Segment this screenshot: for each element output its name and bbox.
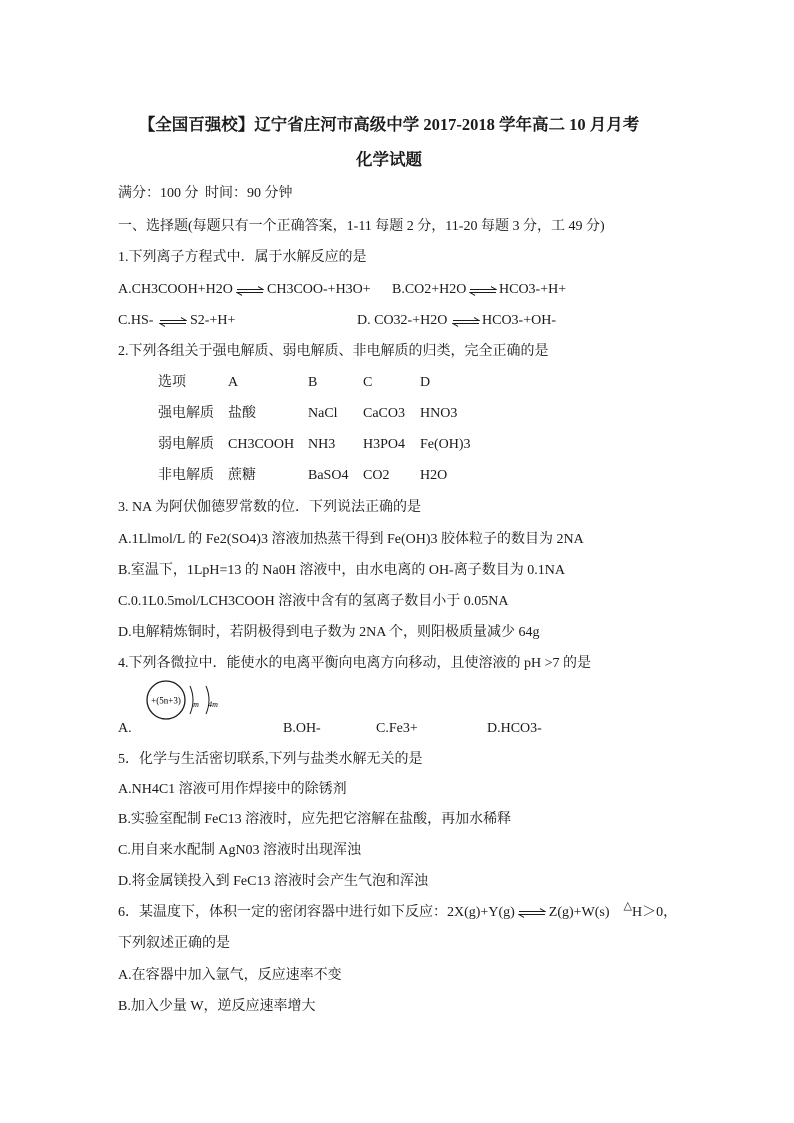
q6-stem-continued: 下列叙述正确的是 <box>118 936 230 951</box>
table-header-cell: D <box>420 375 431 390</box>
q3-stem: 3. NA 为阿伏伽德罗常数的位．下列说法正确的是 <box>118 500 421 515</box>
q6-option-b: B.加入少量 W，逆反应速率增大 <box>118 999 316 1014</box>
q5-option-b: B.实验室配制 FeC13 溶液时，应先把它溶解在盐酸，再加水稀释 <box>118 812 512 827</box>
q4-stem: 4.下列各微拉中．能使水的电离平衡向电离方向移动，且使溶液的 pH >7 的是 <box>118 656 592 671</box>
exam-subtitle: 化学试题 <box>356 150 422 169</box>
q5-option-c: C.用自来水配制 AgN03 溶液时出现浑浊 <box>118 843 362 858</box>
reversible-arrow-icon <box>469 286 497 296</box>
q5-option-d: D.将金属镁投入到 FeC13 溶液时会产生气泡和浑浊 <box>118 874 428 889</box>
table-cell: 强电解质 <box>158 406 214 421</box>
table-cell: 蔗糖 <box>228 468 256 483</box>
q1-stem: 1.下列离子方程式中．属于水解反应的是 <box>118 250 367 265</box>
table-cell: H2O <box>420 468 448 483</box>
table-header-cell: B <box>308 375 318 390</box>
reversible-arrow-icon <box>452 317 480 327</box>
q6-option-a: A.在容器中加入氩气，反应速率不变 <box>118 968 342 983</box>
table-header-cell: 选项 <box>158 375 186 390</box>
atom-structure-diagram <box>142 680 234 720</box>
table-cell: 盐酸 <box>228 406 256 421</box>
q4-option-c: C.Fe3+ <box>376 721 418 736</box>
table-cell: HNO3 <box>420 406 458 421</box>
q6-stem-left: 6．某温度下，体积一定的密闭容器中进行如下反应：2X(g)+Y(g) <box>118 905 515 920</box>
reversible-arrow-icon <box>518 908 546 918</box>
q5-stem: 5．化学与生活密切联系,下列与盐类水解无关的是 <box>118 752 423 767</box>
q6-stem-mid: Z(g)+W(s) <box>548 905 610 920</box>
q1-option-a-left: A.CH3COOH+H2O <box>118 282 233 297</box>
q2-stem: 2.下列各组关于强电解质、弱电解质、非电解质的归类，完全正确的是 <box>118 344 549 359</box>
table-cell: 弱电解质 <box>158 437 214 452</box>
table-header-cell: C <box>363 375 373 390</box>
table-header-cell: A <box>228 375 239 390</box>
q3-option-d: D.电解精炼铜时，若阴极得到电子数为 2NA 个，则阳极质量减少 64g <box>118 625 540 640</box>
score-info: 满分：100 分 <box>118 186 199 201</box>
q1-option-a-right: CH3COO-+H3O+ <box>267 282 371 297</box>
q4-option-a: A. <box>118 721 132 736</box>
q5-option-a: A.NH4C1 溶液可用作焊接中的除锈剂 <box>118 782 347 797</box>
reversible-arrow-icon <box>159 317 187 327</box>
section-heading: 一、选择题(每题只有一个正确答案，1-11 每题 2 分，11-20 每题 3 分，工 49 分) <box>118 219 605 234</box>
q3-option-a: A.1Llmol/L 的 Fe2(SO4)3 溶液加热蒸干得到 Fe(OH)3 胶体粒子的数目为 2NA <box>118 532 584 547</box>
time-info: 时间：90 分钟 <box>205 186 293 201</box>
q4-option-d: D.HCO3- <box>487 721 542 736</box>
q1-option-c-right: S2-+H+ <box>190 313 236 328</box>
q6-stem-right: H＞0， <box>632 905 678 920</box>
delta-symbol: △ <box>623 900 632 912</box>
table-cell: BaSO4 <box>308 468 349 483</box>
table-cell: CH3COOH <box>228 437 295 452</box>
table-cell: Fe(OH)3 <box>420 437 471 452</box>
table-cell: CO2 <box>363 468 390 483</box>
nucleus-charge: +(5n+3) <box>151 695 181 706</box>
table-cell: CaCO3 <box>363 406 405 421</box>
q1-option-d-left: D. CO32-+H2O <box>357 313 448 328</box>
table-cell: 非电解质 <box>158 468 214 483</box>
q4-option-b: B.OH- <box>283 721 321 736</box>
table-cell: NaCl <box>308 406 338 421</box>
table-cell: H3PO4 <box>363 437 406 452</box>
q1-option-b-right: HCO3-+H+ <box>499 282 567 297</box>
q1-option-b-left: B.CO2+H2O <box>392 282 467 297</box>
q1-option-c-left: C.HS- <box>118 313 154 328</box>
q3-option-b: B.室温下，1LpH=13 的 Na0H 溶液中，由水电离的 OH-离子数目为 0.1NA <box>118 563 565 578</box>
q6-stem <box>118 900 678 923</box>
shell-1-electrons: m <box>193 700 199 709</box>
exam-title: 【全国百强校】辽宁省庄河市高级中学 2017-2018 学年高二 10 月月考 <box>138 115 640 134</box>
shell-2-electrons: 4m <box>208 700 218 709</box>
reversible-arrow-icon <box>236 286 264 296</box>
q3-option-c: C.0.1L0.5mol/LCH3COOH 溶液中含有的氢离子数目小于 0.05NA <box>118 594 509 609</box>
q1-option-d-right: HCO3-+OH- <box>482 313 556 328</box>
table-cell: NH3 <box>308 437 336 452</box>
